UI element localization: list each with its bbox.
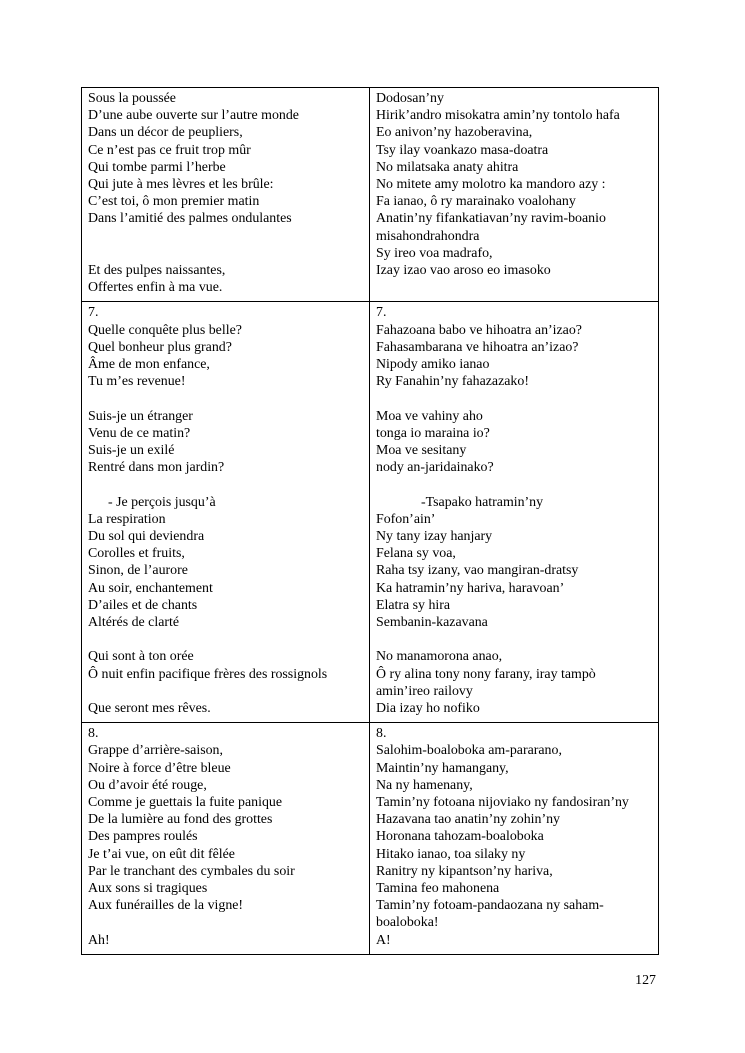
malagasy-verse-line: No milatsaka anaty ahitra (376, 159, 519, 175)
malagasy-verse-line: No manamorona anao, (376, 649, 503, 665)
french-verse-line: Aux sons si tragiques (88, 881, 208, 897)
malagasy-verse-line: Salohim-boaloboka am-pararano, (376, 743, 562, 759)
poem-table-body (82, 88, 659, 955)
malagasy-verse-line: Dodosan’ny (376, 91, 444, 106)
french-verse-line (88, 228, 363, 245)
malagasy-verse-line: Hitako ianao, toa silaky ny (376, 846, 526, 862)
poem-table (81, 87, 659, 955)
french-verse-line (88, 683, 363, 700)
malagasy-verse-line: Dia izay ho nofiko (376, 701, 480, 717)
french-verse-line: Aux funérailles de la vigne! (88, 898, 244, 914)
french-verse-line: Au soir, enchantement (88, 580, 213, 596)
french-verse-line: Par le tranchant des cymbales du soir (88, 863, 295, 879)
malagasy-verse-line: Moa ve vahiny aho (376, 408, 483, 424)
page-number: 127 (635, 973, 656, 988)
french-verse-line: Comme je guettais la fuite panique (88, 795, 283, 811)
malagasy-verse-line (376, 476, 652, 493)
french-verse-line (88, 476, 363, 493)
french-verse-line: Rentré dans mon jardin? (88, 460, 225, 476)
malagasy-verse-line: Anatin’ny fifankatiavan’ny ravim-boanio (376, 211, 606, 227)
malagasy-verse-line: Fa ianao, ô ry marainako voalohany (376, 194, 576, 210)
french-verse-line: - Je perçois jusqu’à (108, 494, 216, 510)
malagasy-verse-line: Sy ireo voa madrafo, (376, 245, 493, 261)
malagasy-verse-line: Fahazoana babo ve hihoatra an’izao? (376, 322, 582, 338)
french-verse-line: C’est toi, ô mon premier matin (88, 194, 260, 210)
french-verse-line: Grappe d’arrière-saison, (88, 743, 223, 759)
french-verse-line: Âme de mon enfance, (88, 357, 210, 373)
french-verse-line: Sinon, de l’aurore (88, 563, 188, 579)
french-verse-line: Quel bonheur plus grand? (88, 339, 232, 355)
french-verse-line: Suis-je un étranger (88, 408, 193, 424)
malagasy-verse-line: Tamin’ny fotoam-pandaozana ny saham- (376, 898, 604, 914)
malagasy-verse-line: Ranitry ny kipantson’ny hariva, (376, 863, 553, 879)
french-verse-line: Ah! (88, 932, 110, 948)
malagasy-verse-line: Tsy ilay voankazo masa-doatra (376, 142, 549, 158)
french-verse-line (88, 390, 363, 407)
malagasy-verse-line: Fahasambarana ve hihoatra an’izao? (376, 339, 579, 355)
malagasy-verse-line: nody an-jaridainako? (376, 460, 494, 476)
french-verse-line: 8. (88, 726, 99, 742)
french-column-cell (82, 723, 370, 955)
french-verse-line: Venu de ce matin? (88, 425, 191, 441)
malagasy-verse-line: Izay izao vao aroso eo imasoko (376, 263, 551, 279)
malagasy-verse-line: Felana sy voa, (376, 546, 456, 562)
french-verse-line: Dans l’amitié des palmes ondulantes (88, 211, 292, 227)
malagasy-verse-line (376, 631, 652, 648)
french-verse-line: De la lumière au fond des grottes (88, 812, 273, 828)
french-verse-line: Noire à force d’être bleue (88, 760, 231, 776)
malagasy-verse-line: Elatra sy hira (376, 597, 451, 613)
french-verse-line: Et des pulpes naissantes, (88, 263, 226, 278)
french-verse-line (88, 631, 363, 648)
french-verse-line: Ou d’avoir été rouge, (88, 777, 207, 793)
french-verse-line: D’ailes et de chants (88, 597, 198, 613)
french-verse-line (88, 245, 363, 262)
malagasy-verse-line: Ka hatramin’ny hariva, haravoan’ (376, 580, 565, 596)
french-verse-line: Altérés de clarté (88, 615, 180, 631)
french-verse-line: Je t’ai vue, on eût dit fêlée (88, 846, 235, 862)
french-verse-line: Quelle conquête plus belle? (88, 322, 242, 338)
french-verse-line: Sous la poussée (88, 91, 176, 106)
malagasy-verse-line: misahondrahondra (376, 228, 480, 244)
malagasy-column-cell (370, 723, 659, 955)
malagasy-verse-line: Ô ry alina tony nony farany, iray tampò (376, 666, 596, 682)
french-verse-line: La respiration (88, 511, 166, 527)
malagasy-verse-line: amin’ireo railovy (376, 683, 473, 699)
malagasy-verse-line: A! (376, 932, 391, 948)
french-verse-line: Qui jute à mes lèvres et les brûle: (88, 177, 274, 193)
french-verse-line (88, 914, 363, 931)
malagasy-verse-line: Moa ve sesitany (376, 443, 467, 459)
malagasy-verse-line: Na ny hamenany, (376, 777, 473, 793)
french-column-cell (82, 302, 370, 723)
malagasy-verse-line: Raha tsy izany, vao mangiran-dratsy (376, 563, 579, 579)
french-verse-line: Ô nuit enfin pacifique frères des rossignols (88, 666, 328, 682)
french-verse-line: Dans un décor de peupliers, (88, 125, 243, 141)
french-verse-line: Suis-je un exilé (88, 443, 175, 459)
french-verse-line: Qui tombe parmi l’herbe (88, 159, 226, 175)
malagasy-column-cell (370, 88, 659, 302)
stanza-row (82, 302, 659, 723)
french-verse-line: Que seront mes rêves. (88, 701, 211, 717)
malagasy-verse-line: Sembanin-kazavana (376, 615, 488, 631)
malagasy-verse-line: Ry Fanahin’ny fahazazako! (376, 374, 529, 390)
french-verse-line: Ce n’est pas ce fruit trop mûr (88, 142, 251, 158)
malagasy-column-cell (370, 302, 659, 723)
malagasy-verse-line: Tamina feo mahonena (376, 881, 500, 897)
malagasy-verse-line: Ny tany izay hanjary (376, 529, 493, 545)
malagasy-verse-line: -Tsapako hatramin’ny (421, 494, 544, 510)
malagasy-verse-line: Eo anivon’ny hazoberavina, (376, 125, 533, 141)
malagasy-verse-line: Fofon’ain’ (376, 511, 436, 527)
french-verse-line: Tu m’es revenue! (88, 374, 186, 390)
french-verse-line: 7. (88, 305, 99, 321)
french-verse-line: Corolles et fruits, (88, 546, 185, 562)
malagasy-verse-line: 7. (376, 305, 387, 321)
malagasy-verse-line: tonga io maraina io? (376, 425, 490, 441)
malagasy-verse-line: boaloboka! (376, 915, 439, 931)
french-column-cell (82, 88, 370, 302)
malagasy-verse-line: Tamin’ny fotoana nijoviako ny fandosiran’ny (376, 795, 629, 811)
stanza-row (82, 723, 659, 955)
malagasy-verse-line: Nipody amiko ianao (376, 357, 490, 373)
stanza-row (82, 88, 659, 302)
french-verse-line: Des pampres roulés (88, 829, 198, 845)
malagasy-verse-line: Maintin’ny hamangany, (376, 760, 509, 776)
french-verse-line: Qui sont à ton orée (88, 649, 194, 665)
malagasy-verse-line: No mitete amy molotro ka mandoro azy : (376, 177, 606, 193)
french-verse-line: D’une aube ouverte sur l’autre monde (88, 108, 299, 124)
malagasy-verse-line (376, 390, 652, 407)
malagasy-verse-line: Hazavana tao anatin’ny zohin’ny (376, 812, 560, 828)
malagasy-verse-line: 8. (376, 726, 387, 742)
malagasy-verse-line: Horonana tahozam-boaloboka (376, 829, 544, 845)
french-verse-line: Du sol qui deviendra (88, 529, 205, 545)
french-verse-line: Offertes enfin à ma vue. (88, 280, 223, 296)
malagasy-verse-line: Hirik’andro misokatra amin’ny tontolo hafa (376, 108, 620, 124)
